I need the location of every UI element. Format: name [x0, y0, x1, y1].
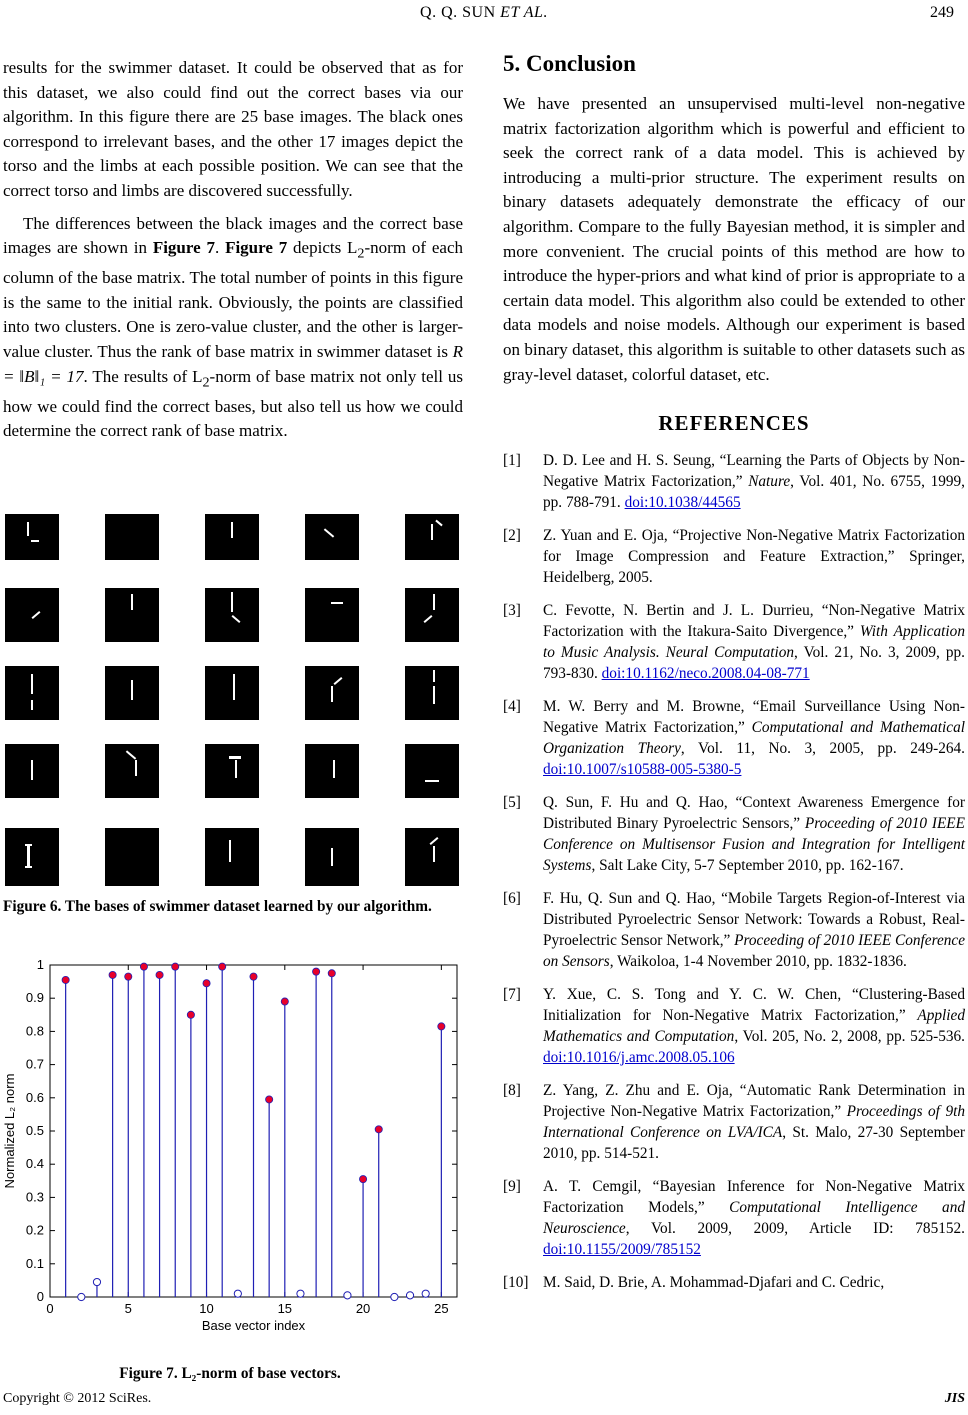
copyright-text: Copyright © 2012 SciRes. [3, 1391, 152, 1406]
y-tick-label: 0.3 [25, 1189, 44, 1205]
reference-number: [7] [503, 985, 521, 1003]
figure-7-ref: Figure 7 [152, 238, 215, 258]
reference-text: M. W. Berry and M. Browne, “Email Surveillance Using Non-Negative Matrix Factorization,” [543, 697, 965, 736]
limb-stroke [131, 594, 133, 610]
base-image-tile [305, 588, 359, 642]
running-etal: ET AL. [500, 4, 548, 21]
limb-stroke [433, 846, 435, 862]
base-image-tile [105, 588, 159, 642]
running-title [0, 4, 968, 22]
figure-7-caption: Figure 7. L₂-norm of base vectors. [119, 1365, 341, 1382]
limb-stroke [424, 615, 433, 623]
limb-stroke [334, 677, 343, 685]
stem-marker-irrelevant [422, 1290, 429, 1297]
base-image-tile [205, 666, 259, 720]
reference-details: , Vol. 2009, 2009, Article ID: 785152. [625, 1219, 965, 1237]
limb-stroke [32, 611, 41, 619]
reference-text: D. D. Lee and H. S. Seung, “Learning the Parts of Objects by Non-Negative Matrix Factorization,” [543, 451, 965, 490]
reference-text: F. Hu, Q. Sun and Q. Hao, “Mobile Targets Region-of-Interest via Distributed Pyroelectric Sensor Network: Towards a Robust, Real-Pyroelectric Sensor Network,” [543, 889, 965, 949]
base-image-tile [5, 588, 59, 642]
running-header [0, 0, 968, 30]
paragraph-1: results for the swimmer dataset. It could be observed that as for this dataset, we also could find out the correct bases via our algorithm. In this figure there are 25 base images. The black ones correspond to irrelevant bases, and the other 17 images depict the torso and the limbs at each possible position. We can see that the correct torso and limbs are discovered successfully. [3, 58, 463, 200]
stem-marker-irrelevant [93, 1278, 100, 1285]
base-image-tile [105, 744, 159, 798]
p2-text-d: -norm of each column of the base matrix. The total number of points in this figure is the same to the initial rank. Obviously, the points are classified into two clusters. One is zero-value cluster, and the other is larger-value cluster. Thus the rank of base matrix in swimmer dataset is [3, 238, 463, 361]
stem-marker-relevant [203, 980, 210, 987]
base-image-tile [305, 828, 359, 886]
left-column [3, 56, 463, 444]
reference-number: [6] [503, 889, 521, 907]
reference-item [503, 984, 965, 1068]
reference-details: , Vol. 401, No. 6755, 1999, pp. 788-791. [543, 472, 965, 511]
reference-text: Z. Yang, Z. Zhu and E. Oja, “Automatic Rank Determination in Projective Non-Negative Matrix Factorization,” [543, 1081, 965, 1120]
p2-text-c: depicts L [287, 238, 358, 258]
stem-marker-relevant [125, 973, 132, 980]
reference-details: , St. Malo, 27-30 September 2010, pp. 514-521. [543, 1123, 965, 1162]
limb-stroke [31, 540, 39, 542]
stem-marker-relevant [109, 971, 116, 978]
base-image-tile [205, 744, 259, 798]
base-image-tile [405, 514, 459, 560]
reference-number: [9] [503, 1177, 521, 1195]
page-number: 249 [930, 4, 954, 21]
y-axis-label: Normalized L₂ norm [2, 1073, 17, 1189]
y-tick-label: 0.8 [25, 1023, 44, 1039]
p2-text-a: The differences between the black images and the correct base images are shown in [3, 213, 463, 258]
limb-stroke [431, 524, 433, 540]
limb-stroke [31, 760, 33, 780]
reference-venue: Proceedings of 9th International Conference on LVA/ICA [543, 1102, 965, 1141]
reference-item [503, 792, 965, 876]
figure-7-chart [0, 955, 470, 1355]
limb-stroke [31, 700, 33, 710]
figure-6-caption: Figure 6. The bases of swimmer dataset learned by our algorithm. [3, 898, 432, 915]
stem-marker-relevant [250, 973, 257, 980]
base-image-tile [305, 744, 359, 798]
limb-stroke [433, 594, 435, 610]
limb-stroke [430, 837, 439, 845]
limb-stroke [233, 674, 235, 700]
running-author: Q. Q. SUN [420, 4, 496, 21]
limb-stroke [31, 674, 33, 694]
rank-formula: R = ‖B‖₁ = 17 [3, 341, 463, 386]
stem-marker-relevant [172, 963, 179, 970]
y-tick-label: 0.2 [25, 1222, 44, 1238]
base-image-tile [405, 828, 459, 886]
reference-item [503, 1080, 965, 1164]
base-image-tile [205, 828, 259, 886]
reference-venue: Computational and Mathematical Organization Theory [543, 718, 965, 757]
stem-marker-relevant [281, 998, 288, 1005]
stem-marker-irrelevant [344, 1292, 351, 1299]
stem-marker-irrelevant [391, 1293, 398, 1300]
base-image-tile [105, 666, 159, 720]
limb-stroke [433, 686, 435, 704]
limb-stroke [25, 866, 32, 868]
base-image-tile [305, 514, 359, 560]
stem-marker-relevant [313, 968, 320, 975]
limb-stroke [229, 756, 241, 759]
limb-stroke [331, 848, 333, 866]
base-image-tile [405, 666, 459, 720]
reference-venue: Proceeding of 2010 IEEE Conference on Multisensor Fusion and Integration for Intelligent Systems [543, 814, 965, 874]
reference-text: Q. Sun, F. Hu and Q. Hao, “Context Awareness Emergence for Distributed Binary Pyroelectric Sensors,” [543, 793, 965, 832]
reference-venue: Computational Intelligence and Neuroscience [543, 1198, 965, 1237]
reference-item [503, 1176, 965, 1260]
conclusion-title: 5. Conclusion [503, 51, 636, 76]
stem-marker-relevant [375, 1126, 382, 1133]
x-tick-label: 0 [46, 1301, 54, 1316]
limb-stroke [231, 592, 233, 612]
page-footer [3, 1391, 965, 1407]
limb-stroke [425, 780, 439, 782]
stem-marker-relevant [62, 976, 69, 983]
reference-number: [5] [503, 793, 521, 811]
reference-number: [4] [503, 697, 521, 715]
reference-details: , Salt Lake City, 5-7 September 2010, pp. 162-167. [591, 856, 904, 874]
stem-marker-relevant [266, 1096, 273, 1103]
limb-stroke [433, 670, 435, 682]
journal-abbrev: JIS [944, 1391, 965, 1406]
x-tick-label: 15 [277, 1301, 293, 1316]
y-tick-label: 0.9 [25, 990, 44, 1006]
base-image-tile [5, 828, 59, 886]
y-tick-label: 0.4 [25, 1156, 44, 1172]
x-tick-label: 10 [199, 1301, 214, 1316]
reference-details: , Vol. 11, No. 3, 2005, pp. 249-264. [680, 739, 966, 757]
reference-number: [3] [503, 601, 521, 619]
reference-item [503, 450, 965, 513]
p2-text-e: . The results of L [83, 366, 203, 386]
y-tick-label: 0 [36, 1289, 44, 1304]
reference-item [503, 888, 965, 972]
reference-number: [1] [503, 451, 521, 469]
figure-7-ref-2: Figure 7 [225, 238, 288, 258]
reference-text: C. Fevotte, N. Bertin and J. L. Durrieu, “Non-Negative Matrix Factorization with the Itakura-Saito Divergence,” [543, 601, 965, 640]
stem-marker-irrelevant [406, 1292, 413, 1299]
reference-number: [8] [503, 1081, 521, 1099]
limb-stroke [27, 522, 29, 536]
conclusion-text: We have presented an unsupervised multi-level non-negative matrix factorization algorithm which is powerful and efficient to seek the correct rank of a data model. This is achieved by introducing a multi-prior structure. The experiment results on binary datasets adequately demonstrate the efficacy of our algorithm. Compare to the fully Bayesian method, it is simpler and more convenient. The crucial points of this method are how to introduce the hyper-priors and what kind of prior is appropriate to a certain data model. This algorithm also could be extended to other data models and noise models. Although our experiment is based on binary dataset, this algorithm is suitable to other datasets such as gray-level dataset, colorful dataset, etc. [503, 94, 965, 384]
stem-marker-irrelevant [234, 1290, 241, 1297]
l2-subscript: 2 [357, 245, 365, 262]
reference-item [503, 696, 965, 780]
reference-item [503, 1272, 965, 1293]
references-list [503, 450, 965, 1293]
base-image-tile [5, 514, 59, 560]
paragraph-2 [3, 212, 463, 444]
x-tick-label: 25 [434, 1301, 449, 1316]
reference-item [503, 600, 965, 684]
reference-item [503, 525, 965, 588]
limb-stroke [25, 844, 32, 846]
reference-doi-link[interactable]: doi:10.1162/neco.2008.04-08-771 [601, 664, 810, 682]
l2-subscript-2: 2 [202, 373, 210, 390]
reference-text: M. Said, D. Brie, A. Mohammad-Djafari and C. Cedric, [543, 1273, 885, 1291]
reference-details: , Waikoloa, 1-4 November 2010, pp. 1832-1836. [609, 952, 907, 970]
stem-marker-relevant [219, 963, 226, 970]
base-image-tile [205, 588, 259, 642]
reference-doi-link[interactable]: doi:10.1038/44565 [624, 493, 741, 511]
limb-stroke [333, 760, 335, 778]
limb-stroke [126, 750, 136, 759]
base-image-tile [5, 744, 59, 798]
limb-stroke [331, 686, 333, 702]
y-tick-label: 0.1 [25, 1255, 44, 1271]
limb-stroke [232, 615, 241, 623]
reference-text: Z. Yuan and E. Oja, “Projective Non-Negative Matrix Factorization for Image Compression and Feature Extraction,” Springer, Heidelberg, 2005. [543, 526, 965, 586]
stem-marker-relevant [187, 1011, 194, 1018]
y-tick-label: 0.7 [25, 1056, 44, 1072]
reference-details: , Vol. 205, No. 2, 2008, pp. 525-536. [734, 1027, 965, 1045]
reference-venue: With Application to Music Analysis. Neural Computation [543, 622, 965, 661]
x-tick-label: 5 [124, 1301, 132, 1316]
stem-marker-irrelevant [297, 1290, 304, 1297]
base-image-tile [105, 828, 159, 886]
stem-marker-relevant [359, 1176, 366, 1183]
base-image-tile [405, 588, 459, 642]
stem-marker-relevant [438, 1023, 445, 1030]
stem-marker-irrelevant [78, 1293, 85, 1300]
limb-stroke [235, 760, 237, 778]
reference-number: [10] [503, 1273, 529, 1291]
references-title: REFERENCES [658, 411, 810, 436]
stem-marker-relevant [328, 970, 335, 977]
limb-stroke [229, 840, 231, 862]
y-tick-label: 1 [36, 957, 44, 972]
limb-stroke [331, 602, 343, 604]
reference-venue: Nature [748, 472, 791, 490]
right-column [503, 50, 965, 1305]
x-axis-label: Base vector index [201, 1318, 306, 1333]
stem-marker-relevant [156, 971, 163, 978]
p2-text-f: -norm of base matrix not only tell us how we could find the correct bases, but also tell us how we could determine the correct rank of base matrix. [3, 366, 463, 441]
reference-venue: Proceeding of 2010 IEEE Conference on Sensors [543, 931, 965, 970]
reference-doi-link[interactable]: doi:10.1007/s10588-005-5380-5 [543, 760, 742, 778]
base-image-tile [305, 666, 359, 720]
p2-text-b: . [214, 238, 226, 258]
base-image-tile [105, 514, 159, 560]
reference-details: , Vol. 21, No. 3, 2009, pp. 793-830. [543, 643, 965, 682]
limb-stroke [435, 520, 442, 527]
limb-stroke [27, 844, 30, 866]
reference-number: [2] [503, 526, 521, 544]
reference-venue: Applied Mathematics and Computation [543, 1006, 965, 1045]
x-tick-label: 20 [355, 1301, 371, 1316]
stem-marker-relevant [140, 963, 147, 970]
limb-stroke [131, 680, 133, 700]
limb-stroke [135, 760, 137, 776]
reference-text: A. T. Cemgil, “Bayesian Inference for Non-Negative Matrix Factorization Models,” [543, 1177, 965, 1216]
reference-text: Y. Xue, C. S. Tong and Y. C. W. Chen, “Clustering-Based Initialization for Non-Negative Matrix Factorization,” [543, 985, 965, 1024]
base-image-tile [5, 666, 59, 720]
limb-stroke [324, 528, 334, 537]
limb-stroke [231, 522, 233, 538]
figure-6-bases-grid [5, 514, 460, 886]
base-image-tile [405, 744, 459, 798]
base-image-tile [205, 514, 259, 560]
reference-doi-link[interactable]: doi:10.1016/j.amc.2008.05.106 [543, 1048, 735, 1066]
reference-doi-link[interactable]: doi:10.1155/2009/785152 [543, 1240, 701, 1258]
y-tick-label: 0.5 [25, 1123, 44, 1138]
y-tick-label: 0.6 [25, 1089, 44, 1105]
